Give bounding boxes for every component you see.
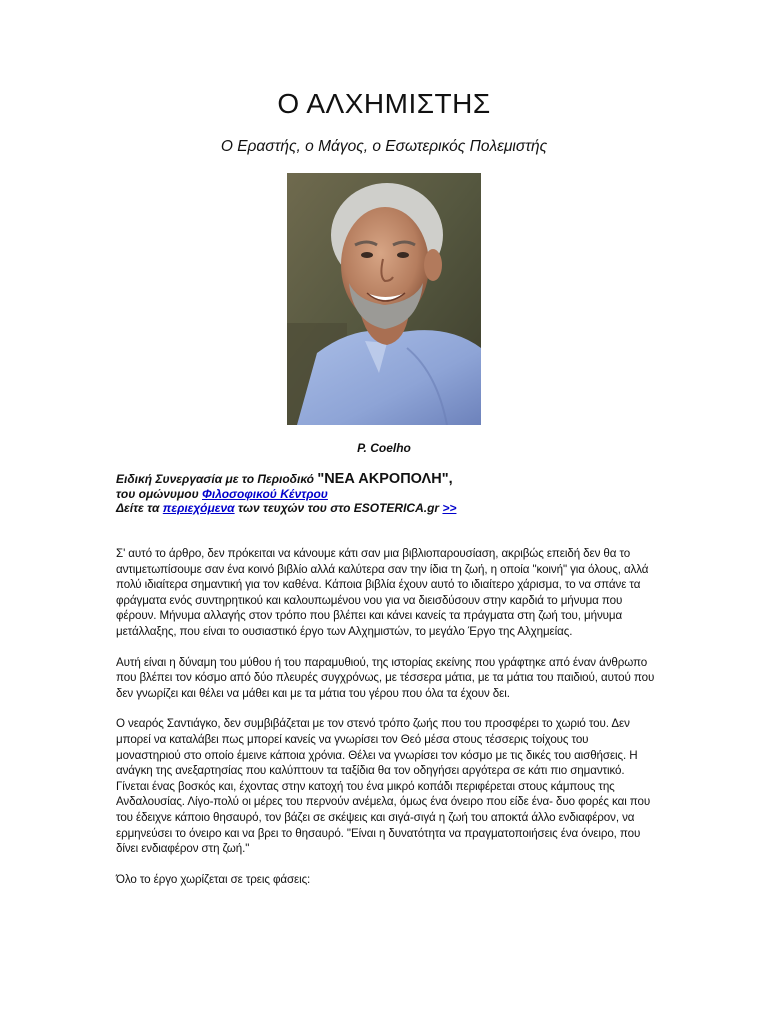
paragraph: Όλο το έργο χωρίζεται σε τρεις φάσεις: [116,872,311,886]
author-caption: P. Coelho [357,441,411,455]
magazine-name: "ΝΕΑ ΑΚΡΟΠΟΛΗ", [317,471,453,487]
contents-suffix: των τευχών του στο ESOTERICA.gr [234,501,443,515]
author-portrait [287,173,481,425]
portrait-image [287,173,481,425]
paragraph: Ο νεαρός Σαντιάγκο, δεν συμβιβάζεται με τον στενό τρόπο ζωής που του προσφέρει το χωριό του. Δεν μπορεί να καταλάβει πως μπορεί κανείς να γνωρίσει τον Θεό μέσα στους τέσσερις τοίχους του μοναστηριού στο οποίο έμεινε κάποια χρόνια. Θέλει να γνωρίσει τον κόσμο με τις δικές του αισθήσεις. Η ανάγκη της ανεξαρτησίας που καλύπτουν τα ταξίδια θα τον οδηγήσει αργότερα σε κάτι πιο σημαντικό. Γίνεται ένας βοσκός και, έχοντας στην κατοχή του ένα μικρό κοπάδι περιφέρεται στους κάμπους της Ανδαλουσίας. Λίγο-πολύ οι μέρες του περνούν ανέμελα, όμως ένα όνειρο που είδε ένα- δυο φορές και που του έδειχνε κάποιο θησαυρό, τον βάζει σε σκέψεις και σιγά-σιγά η ζωή του αποκτά άλλο ενδιαφέρον, να ερμηνεύσει το όνειρο και να βρει το θησαυρό. "Είναι η δυνατότητα να πραγματοποιήσεις ένα όνειρο, που δίνει ενδιαφέρον στη ζωή." [116,717,651,856]
page-title: Ο ΑΛΧΗΜΙΣΤΗΣ [277,88,491,119]
cooperation-prefix: Ειδική Συνεργασία με το Περιοδικό [116,472,318,486]
center-prefix: του ομώνυμου [116,486,203,501]
more-arrow-link[interactable]: >> [442,501,457,515]
cooperation-line-3 [116,501,676,516]
philosophical-center-link[interactable]: Φιλοσοφικού Κέντρου [202,486,328,501]
contents-prefix: Δείτε τα [116,501,163,515]
contents-link[interactable]: περιεχόμενα [162,501,235,515]
paragraph: Σ' αυτό το άρθρο, δεν πρόκειται να κάνουμε κάτι σαν μια βιβλιοπαρουσίαση, ακριβώς επειδή δεν θα το αντιμετωπίσουμε σαν ένα κοινό βιβλίο αλλά καλύτερα σαν την ίδια τη ζωή, η οποία "κοινή" για όλους, αλλά πολύ ιδιαίτερα σημαντική για τον καθένα. Κάποια βιβλία έχουν αυτό το ιδιαίτερο χάρισμα, το να σπάνε τα φράγματα ενός συντηρητικού και καλουπωμένου νου για να διεισδύσουν στην καρδιά το μήνυμα που φέρουν. Μήνυμα αλλαγής στον τρόπο που βλέπει και κάνει κανείς τα πράγματα στη ζωή του, μήνυμα μετάλλαξης, που είναι το ουσιαστικό έργο των Αλχημιστών, το μεγάλο Έργο της Αλχημείας. [116,547,649,638]
paragraph: Αυτή είναι η δύναμη του μύθου ή του παραμυθιού, της ιστορίας εκείνης που γράφτηκε από έναν άνθρωπο που βλέπει τον κόσμο από δύο πλευρές συγχρόνως, με τέσσερα μάτια, με τα μάτια του παιδιού, αυτού που δεν γνωρίζει και θέλει να μάθει και με τα μάτια του γέρου που όλα τα έχουν δει. [116,655,655,700]
page-subtitle: Ο Εραστής, ο Μάγος, ο Εσωτερικός Πολεμιστής [220,138,548,155]
cooperation-line-1 [116,472,676,487]
cooperation-line-2 [116,487,676,502]
article-body [116,546,656,902]
cooperation-note [116,472,676,516]
